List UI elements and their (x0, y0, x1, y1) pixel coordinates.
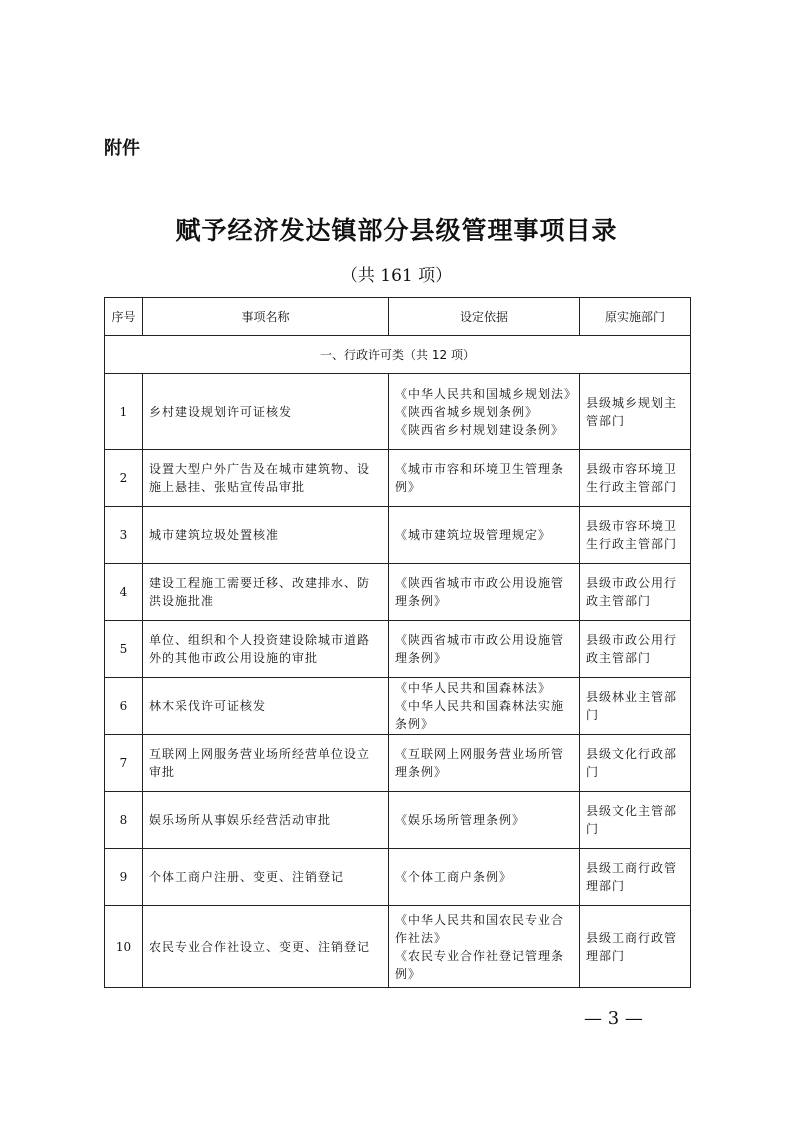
legal-basis (389, 374, 580, 450)
header-no: 序号 (105, 298, 143, 336)
table-row (105, 564, 691, 621)
table-row (105, 450, 691, 507)
header-name: 事项名称 (143, 298, 389, 336)
legal-basis-line: 《中华人民共和国农民专业合作社法》 (395, 912, 565, 945)
item-name: 林木采伐许可证核发 (143, 678, 389, 735)
catalog-table (104, 297, 691, 988)
original-department: 县级文化主管部门 (580, 792, 691, 849)
original-department: 县级工商行政管理部门 (580, 849, 691, 906)
legal-basis (389, 792, 580, 849)
table-row (105, 792, 691, 849)
legal-basis-line: 《中华人民共和国城乡规划法》 (395, 386, 578, 401)
row-number: 6 (105, 678, 143, 735)
header-basis: 设定依据 (389, 298, 580, 336)
row-number: 4 (105, 564, 143, 621)
legal-basis-line: 《陕西省城市市政公用设施管理条例》 (395, 633, 565, 665)
legal-basis (389, 678, 580, 735)
row-number: 9 (105, 849, 143, 906)
legal-basis (389, 450, 580, 507)
attachment-label: 附件 (104, 138, 140, 159)
row-number: 5 (105, 621, 143, 678)
row-number: 1 (105, 374, 143, 450)
legal-basis (389, 849, 580, 906)
legal-basis-line: 《中华人民共和国森林法》 (395, 681, 552, 695)
item-name: 个体工商户注册、变更、注销登记 (143, 849, 389, 906)
legal-basis-line: 《陕西省城乡规划条例》 (395, 404, 539, 419)
original-department: 县级市政公用行政主管部门 (580, 621, 691, 678)
row-number: 10 (105, 906, 143, 988)
legal-basis-line: 《城市市容和环境卫生管理条例》 (395, 462, 565, 494)
table-row (105, 906, 691, 988)
legal-basis-line: 《互联网上网服务营业场所管理条例》 (395, 747, 565, 779)
row-number: 8 (105, 792, 143, 849)
legal-basis-line: 《陕西省城市市政公用设施管理条例》 (395, 576, 565, 608)
legal-basis (389, 621, 580, 678)
document-subtitle: （共 161 项） (340, 266, 453, 286)
original-department: 县级林业主管部门 (580, 678, 691, 735)
legal-basis-line: 《中华人民共和国森林法实施条例》 (395, 699, 565, 731)
document-title: 赋予经济发达镇部分县级管理事项目录 (175, 216, 618, 245)
item-name: 单位、组织和个人投资建设除城市道路外的其他市政公用设施的审批 (143, 621, 389, 678)
item-name: 娱乐场所从事娱乐经营活动审批 (143, 792, 389, 849)
legal-basis (389, 735, 580, 792)
legal-basis (389, 906, 580, 988)
section-row (105, 336, 691, 374)
legal-basis-line: 《个体工商户条例》 (395, 870, 513, 884)
original-department: 县级市容环境卫生行政主管部门 (580, 450, 691, 507)
legal-basis (389, 507, 580, 564)
header-dept: 原实施部门 (580, 298, 691, 336)
legal-basis-line: 《陕西省乡村规划建设条例》 (395, 422, 565, 437)
table-row (105, 507, 691, 564)
table-row (105, 735, 691, 792)
section-title: 一、行政许可类（共 12 项） (105, 336, 691, 374)
table-row (105, 621, 691, 678)
table-header-row (105, 298, 691, 336)
row-number: 3 (105, 507, 143, 564)
legal-basis-line: 《农民专业合作社登记管理条例》 (395, 948, 565, 981)
legal-basis (389, 564, 580, 621)
table-row (105, 849, 691, 906)
item-name: 农民专业合作社设立、变更、注销登记 (143, 906, 389, 988)
row-number: 2 (105, 450, 143, 507)
legal-basis-line: 《娱乐场所管理条例》 (395, 813, 526, 827)
item-name: 设置大型户外广告及在城市建筑物、设施上悬挂、张贴宣传品审批 (143, 450, 389, 507)
original-department: 县级城乡规划主管部门 (580, 374, 691, 450)
item-name: 互联网上网服务营业场所经营单位设立审批 (143, 735, 389, 792)
original-department: 县级工商行政管理部门 (580, 906, 691, 988)
item-name: 城市建筑垃圾处置核准 (143, 507, 389, 564)
page-number: — 3 — (584, 1008, 643, 1029)
original-department: 县级市政公用行政主管部门 (580, 564, 691, 621)
original-department: 县级市容环境卫生行政主管部门 (580, 507, 691, 564)
item-name: 建设工程施工需要迁移、改建排水、防洪设施批准 (143, 564, 389, 621)
legal-basis-line: 《城市建筑垃圾管理规定》 (395, 528, 552, 542)
original-department: 县级文化行政部门 (580, 735, 691, 792)
table-row (105, 678, 691, 735)
table-row (105, 374, 691, 450)
row-number: 7 (105, 735, 143, 792)
item-name: 乡村建设规划许可证核发 (143, 374, 389, 450)
